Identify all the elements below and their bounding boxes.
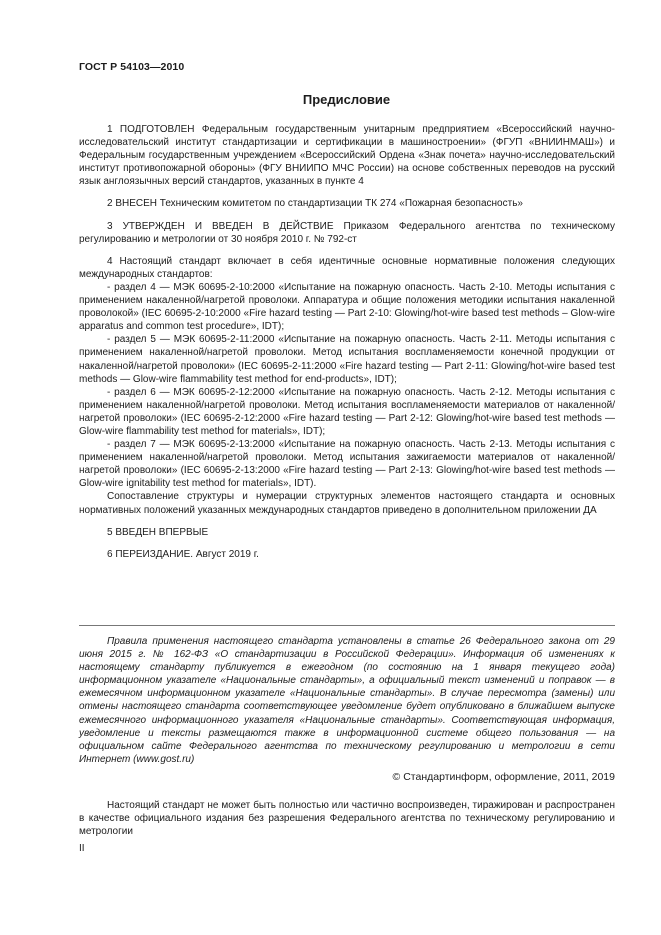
item-2: 2 ВНЕСЕН Техническим комитетом по стандартизации ТК 274 «Пожарная безопасность»: [107, 198, 523, 210]
item-6: 6 ПЕРЕИЗДАНИЕ. Август 2019 г.: [107, 548, 259, 560]
notice-text: Правила применения настоящего стандарта установлены в статье 26 Федерального закона от 29 июня 2015 г. № 162-ФЗ «О стандартизации в Российской Федерации». Информация об изменениях к настоящему стандарту публикуется в ежегодном (по состоянию на 1 января текущего года) информационном указателе «Национальные стандарты», а официальный текст изменений и поправок — в ежемесячном информационном указателе «Национальные стандарты». В случае пересмотра (замены) или отмены настоящего стандарта соответствующее уведомление будет опубликовано в ближайшем выпуске ежемесячного информационного указателя «Национальные стандарты». Соответствующая информация, уведомление и тексты размещаются также в информационной системе общего пользования — на официальном сайте Федерального агентства по техническому регулированию и метрологии в сети Интернет (www.gost.ru): [79, 636, 615, 765]
reproduction-notice: Настоящий стандарт не может быть полностью или частично воспроизведен, тиражирован и распространен в качестве официального издания без разрешения Федерального агентства по техническому регулированию и метрологии: [79, 800, 615, 838]
page-number: II: [79, 843, 85, 854]
document-header: ГОСТ Р 54103—2010: [79, 61, 185, 73]
foreword-body: [79, 123, 615, 561]
item-4-section-4: - раздел 4 — МЭК 60695-2-10:2000 «Испытание на пожарную опасность. Часть 2-10. Методы испытания с применением накаленной/нагретой проволоки. Аппаратура и общие положения методики испытания накаленной проволокой» (IEC 60695-2-10:2000 «Fire hazard testing — Part 2-10: Glowing/hot-wire based test methods – Glow-wire apparatus and common test procedure», IDT);: [79, 281, 615, 333]
title-text: Предисловие: [302, 92, 391, 107]
separator-line: [79, 625, 615, 626]
page-title: [0, 92, 661, 107]
item-4-section-7: - раздел 7 — МЭК 60695-2-13:2000 «Испытание на пожарную опасность. Часть 2-13. Методы испытания с применением накаленной/нагретой проволоки. Метод испытания зажигаемости материалов от накаленной/нагретой проволоки» (IEC 60695-2-13:2000 «Fire hazard testing — Part 2-13: Glowing/hot-wire based test methods — Glow-wire ignitability test method for materials», IDT).: [79, 439, 615, 490]
item-4: 4 Настоящий стандарт включает в себя идентичные основные нормативные положения следующих международных стандартов:: [79, 255, 615, 280]
item-1: 1 ПОДГОТОВЛЕН Федеральным государственным унитарным предприятием «Всероссийский научно-исследовательский институт стандартизации и сертификации в машиностроении» (ФГУП «ВНИИНМАШ») и Федеральным государственным учреждением «Всероссийский Ордена «Знак почета» научно-исследовательский институт противопожарной обороны» (ФГУ ВНИИПО МЧС России) на основе собственных переводов на русский язык англоязычных версий стандартов, указанных в пункте 4: [79, 124, 615, 188]
item-4-section-5: - раздел 5 — МЭК 60695-2-11:2000 «Испытание на пожарную опасность. Часть 2-11. Методы испытания с применением накаленной/нагретой проволоки. Метод испытания воспламеняемости конечной продукции от накаленной/нагретой проволоки» (IEC 60695-2-11:2000 «Fire hazard testing — Part 2-11: Glowing/hot-wire based test methods — Glow-wire flammability test method for end-products», IDT);: [79, 334, 615, 385]
item-4-comparison: Сопоставление структуры и нумерации структурных элементов настоящего стандарта и основных нормативных положений указанных международных стандартов приведено в дополнительном приложении ДА: [79, 491, 615, 516]
copyright: © Стандартинформ, оформление, 2011, 2019: [392, 771, 615, 783]
reproduction-block: [79, 799, 615, 838]
notice-block: [79, 635, 615, 766]
item-4-section-6: - раздел 6 — МЭК 60695-2-12:2000 «Испытание на пожарную опасность. Часть 2-12. Методы испытания с применением накаленной/нагретой проволоки. Метод испытания воспламеняемости материалов от накаленной/нагретой проволоки» (IEC 60695-2-12:2000 «Fire hazard testing — Part 2-12: Glowing/hot-wire based test methods — Glow-wire flammability test method for materials», IDT);: [79, 386, 615, 437]
item-5: 5 ВВЕДЕН ВПЕРВЫЕ: [107, 526, 209, 538]
item-3: 3 УТВЕРЖДЕН И ВВЕДЕН В ДЕЙСТВИЕ Приказом Федерального агентства по техническому регулированию и метрологии от 30 ноября 2010 г. № 792-ст: [79, 220, 615, 245]
